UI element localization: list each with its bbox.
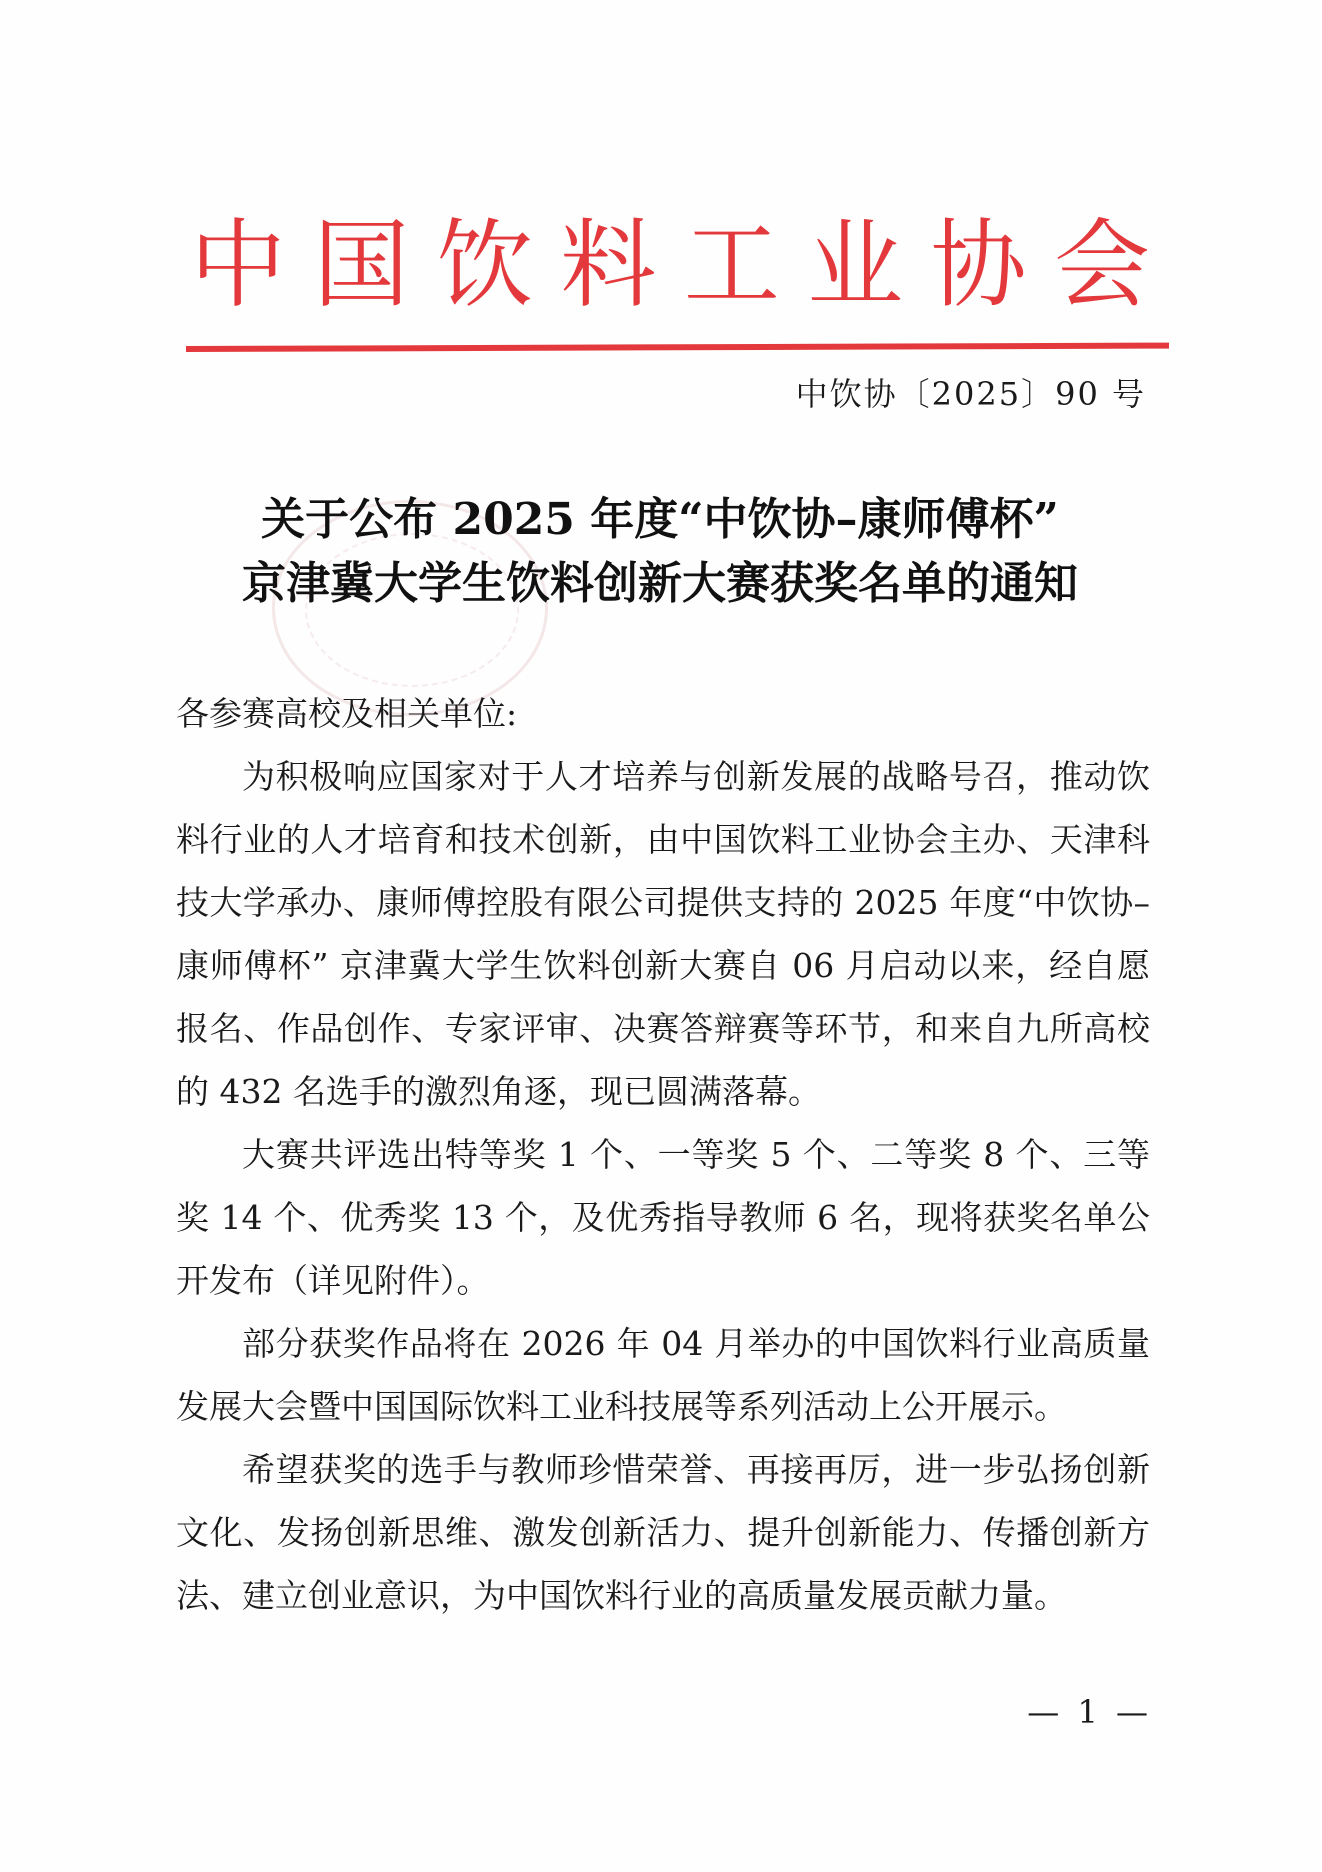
letterhead-char: 工 [683, 209, 780, 321]
letterhead-char: 中 [190, 209, 286, 321]
body-paragraph: 希望获奖的选手与教师珍惜荣誉、再接再厉，进一步弘扬创新文化、发扬创新思维、激发创新活力、提升创新能力、传播创新方法、建立创业意识，为中国饮料行业的高质量发展贡献力量。 [176, 1450, 1150, 1615]
notice-title-line-1: 关于公布 2025 年度“中饮协–康师傅杯” [261, 494, 1059, 545]
body-paragraph: 为积极响应国家对于人才培养与创新发展的战略号召，推动饮料行业的人才培育和技术创新，由中国饮料工业协会主办、天津科技大学承办、康师傅控股有限公司提供支持的 2025 年度“中饮协–康师傅杯” 京津冀大学生饮料创新大赛自 06 月启动以来，经自愿报名、作品创作、专家评审、决赛答辩赛等环节，和来自九所高校的 432 名选手的激烈角逐，现已圆满落幕。 [176, 757, 1150, 1111]
notice-body [176, 682, 1150, 1627]
salutation: 各参赛高校及相关单位: [176, 694, 518, 733]
letterhead-char: 料 [560, 209, 657, 321]
letterhead-divider [186, 343, 1169, 352]
letterhead-char: 国 [313, 209, 410, 321]
organization-letterhead [190, 205, 1150, 325]
page-number: — 1 — [1027, 1693, 1152, 1731]
letterhead-char: 会 [1053, 209, 1150, 321]
letterhead-char: 协 [930, 209, 1027, 321]
letterhead-char: 业 [807, 209, 904, 321]
document-number: 中饮协〔2025〕90 号 [795, 375, 1146, 413]
letterhead-char: 饮 [436, 209, 533, 321]
notice-title-line-2: 京津冀大学生饮料创新大赛获奖名单的通知 [242, 558, 1078, 609]
body-paragraph: 大赛共评选出特等奖 1 个、一等奖 5 个、二等奖 8 个、三等奖 14 个、优秀奖 13 个，及优秀指导教师 6 名，现将获奖名单公开发布（详见附件）。 [176, 1135, 1150, 1300]
body-paragraph: 部分获奖作品将在 2026 年 04 月举办的中国饮料行业高质量发展大会暨中国国际饮料工业科技展等系列活动上公开展示。 [176, 1324, 1150, 1426]
